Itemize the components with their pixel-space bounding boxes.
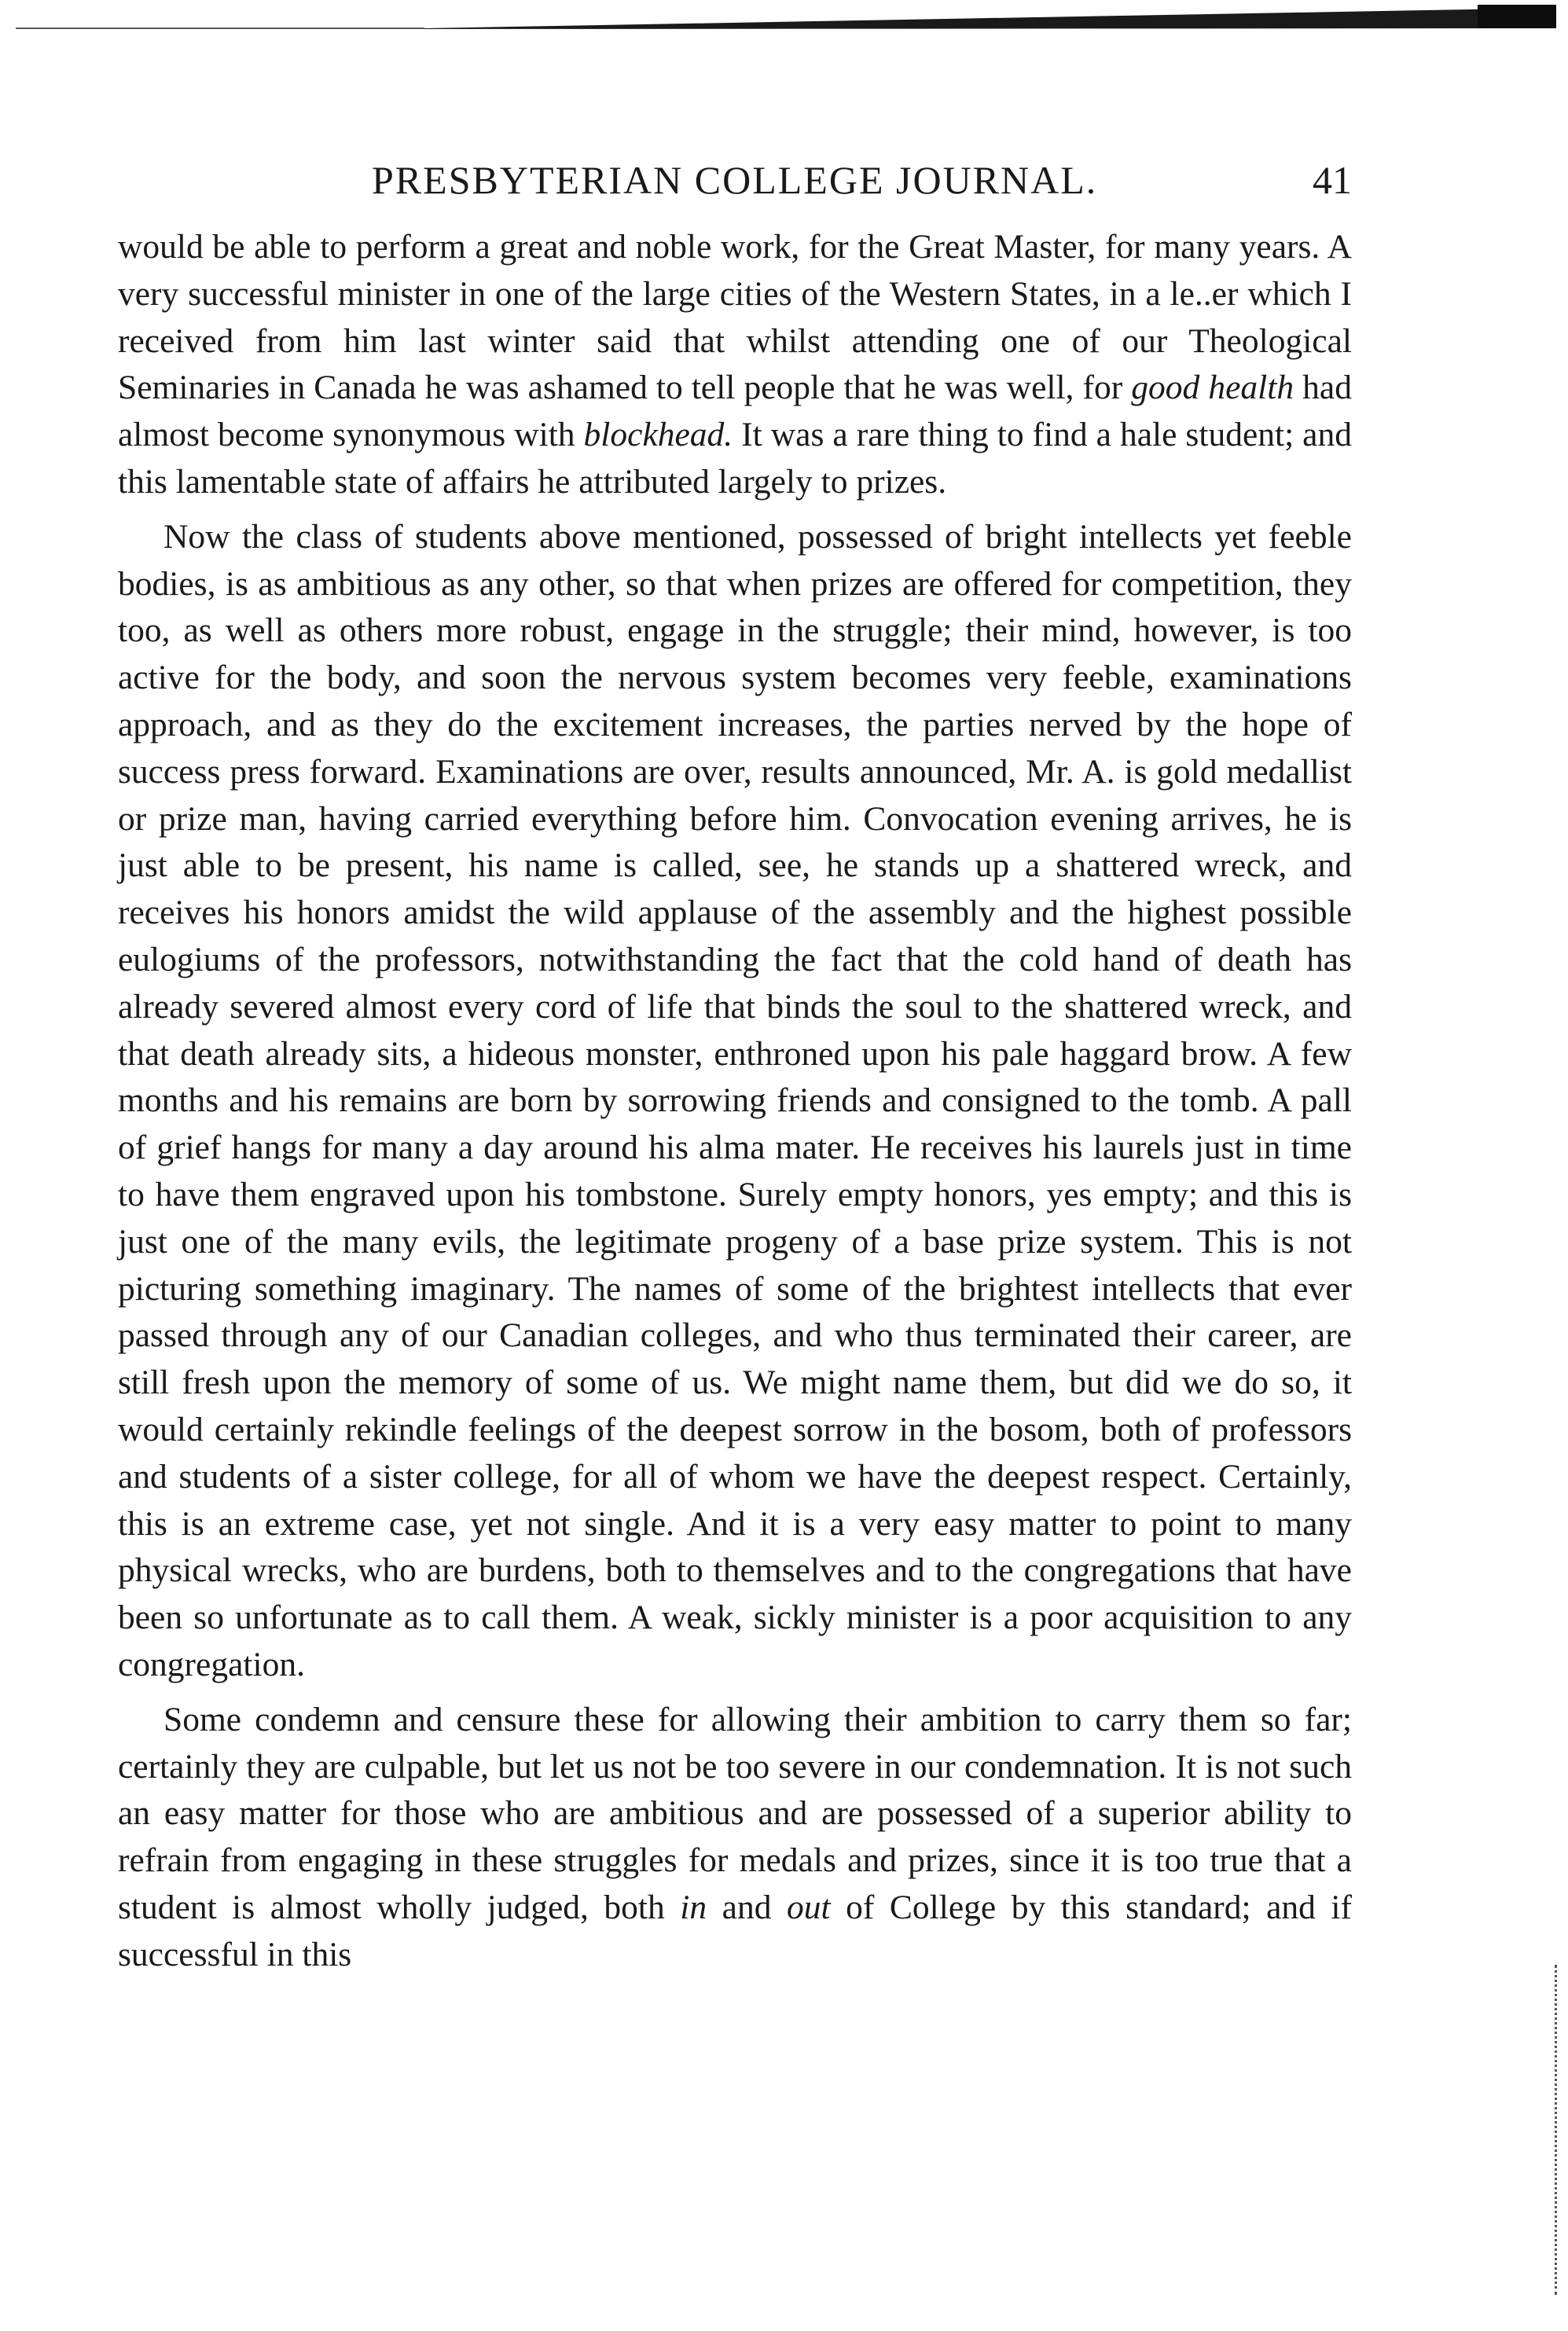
article-body [118,224,1352,1978]
running-title: PRESBYTERIAN COLLEGE JOURNAL. [372,158,1098,202]
scan-margin-marks [1555,1965,1560,2295]
running-header [118,157,1352,212]
scanned-top-edge-rule [16,5,1556,33]
text-run: had almost become synonymous with [118,369,1352,454]
text-run: and [707,1888,787,1926]
paragraph-gap [118,506,1352,514]
paragraph-p2 [118,514,1352,1689]
paragraph-p1 [118,224,1352,506]
text-run: would be able to perform a great and noble work, for the Great Master, for many years. A very successful minister in one of the large cities of the Western States, in a le..er which I received from him last winter said that whilst attending one of our Theological Seminaries in Canada he was ashamed to tell people that he was well, for [118,228,1352,407]
italic-phrase: good health [1131,369,1294,407]
italic-phrase: blockhead. [583,416,733,454]
text-run: Now the class of students above mentioned, possessed of bright intellects yet feeble bodies, is as ambitious as any other, so that when prizes are offered for competition, they too, as well as others more robust, engage in the struggle; their mind, however, is too active for the body, and soon the nervous system becomes very feeble, examinations approach, and as they do the excitement increases, the parties nerved by the hope of success press forward. Examinations are over, results announced, Mr. A. is gold medallist or prize man, having carried everything before him. Convocation evening arrives, he is just able to be present, his name is called, see, he stands up a shattered wreck, and receives his honors amidst the wild applause of the assembly and the highest possible eulogiums of the professors, notwithstanding the fact that the cold hand of death has already severed almost every cord of life that binds the soul to the shattered wreck, and that death already sits, a hideous monster, enthroned upon his pale haggard brow. A few months and his remains are born by sorrowing friends and consigned to the tomb. A pall of grief hangs for many a day around his alma mater. He receives his laurels just in time to have them engraved upon his tombstone. Surely empty honors, yes empty; and this is just one of the many evils, the legitimate progeny of a base prize system. This is not picturing something imaginary. The names of some of the brightest intellects that ever passed through any of our Canadian colleges, and who thus terminated their career, are still fresh upon the memory of some of us. We might name them, but did we do so, it would certainly rekindle feelings of the deepest sorrow in the bosom, both of professors and students of a sister college, for all of whom we have the deepest respect. Certainly, this is an extreme case, yet not single. And it is a very easy matter to point to many physical wrecks, who are burdens, both to themselves and to the congregations that have been so unfortunate as to call them. A weak, sickly minister is a poor acquisition to any congregation. [118,517,1352,1683]
text-run: of College by this standard; and if successful in this [118,1888,1353,1973]
text-run: Some condemn and censure these for allowing their ambition to carry them so far; certainly they are culpable, but let us not be too severe in our condemnation. It is not such an easy matter for those who are ambitious and are possessed of a superior ability to refrain from engaging in these struggles for medals and prizes, since it is too true that a student is almost wholly judged, both [118,1700,1352,1926]
italic-phrase: in [680,1888,707,1926]
paragraph-p3 [118,1697,1352,1979]
italic-phrase: out [787,1888,831,1926]
text-run: It was a rare thing to find a hale student; and this lamentable state of affairs he attributed largely to prizes. [118,416,1352,501]
paragraph-gap [118,1689,1352,1697]
page-number: 41 [1313,158,1352,202]
